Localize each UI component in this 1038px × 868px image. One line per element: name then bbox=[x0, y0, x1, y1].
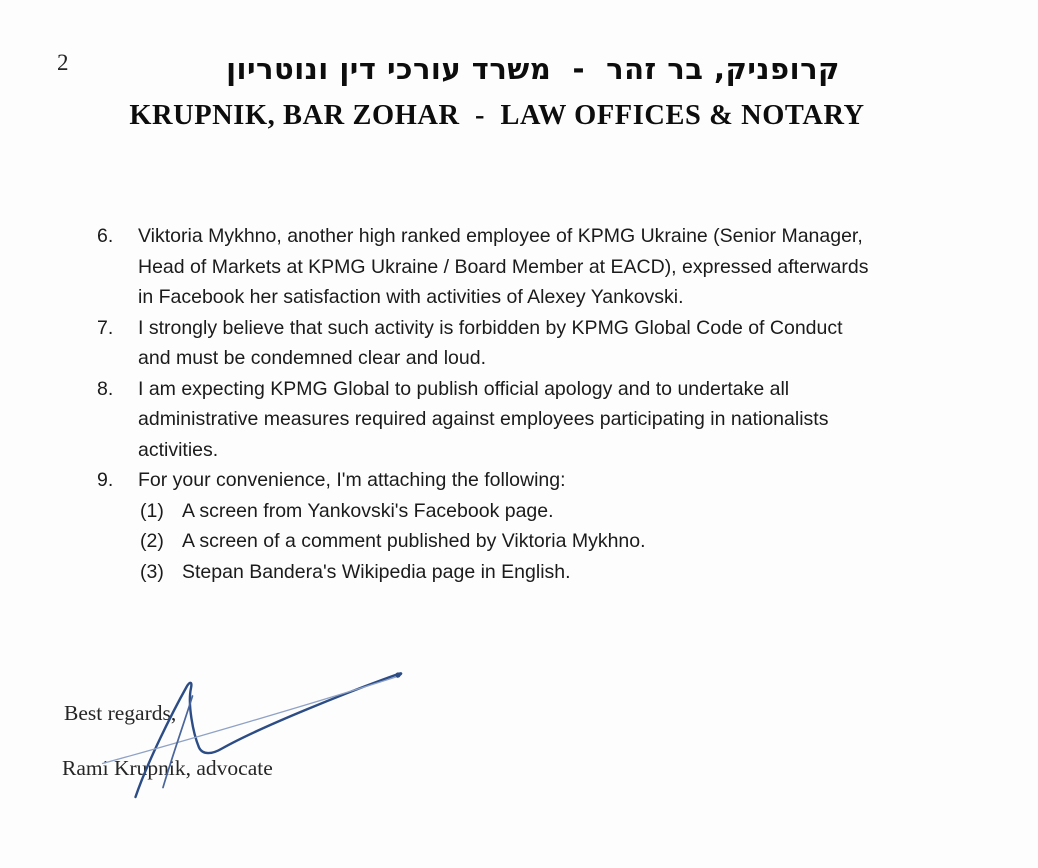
subitem bbox=[140, 557, 646, 588]
item-number: 9. bbox=[97, 469, 114, 492]
item-line: I strongly believe that such activity is forbidden by KPMG Global Code of Conduct bbox=[138, 316, 843, 339]
item-number: 6. bbox=[97, 225, 114, 247]
subitem-text: A screen from Yankovski's Facebook page. bbox=[182, 499, 554, 522]
list-item bbox=[97, 465, 977, 587]
list-item bbox=[97, 313, 977, 374]
subitem-text: Stepan Bandera's Wikipedia page in English. bbox=[182, 561, 571, 584]
item-line: Head of Markets at KPMG Ukraine / Board Member at EACD), expressed afterwards bbox=[138, 255, 869, 278]
pen-stroke-main bbox=[136, 673, 402, 797]
item-line: activities. bbox=[138, 438, 219, 461]
item-content bbox=[138, 465, 646, 587]
item-line: and must be condemned clear and loud. bbox=[138, 347, 486, 370]
item-line: For your convenience, I'm attaching the following: bbox=[138, 469, 566, 492]
item-line: in Facebook her satisfaction with activities of Alexey Yankovski. bbox=[138, 286, 684, 309]
item-content bbox=[138, 221, 868, 313]
item-number: 8. bbox=[97, 377, 114, 400]
signatory-name: Rami Krupnik, advocate bbox=[62, 756, 273, 780]
numbered-list bbox=[97, 221, 977, 588]
page-number: 2 bbox=[57, 50, 69, 75]
item-line: I am expecting KPMG Global to publish official apology and to undertake all bbox=[138, 377, 790, 400]
subitem bbox=[140, 496, 646, 527]
item-number: 7. bbox=[97, 316, 114, 339]
pen-tip-blot bbox=[395, 672, 400, 677]
subitem-number: (2) bbox=[140, 530, 164, 553]
subitem-text: A screen of a comment published by Viktoria Mykhno. bbox=[182, 530, 646, 553]
list-item bbox=[97, 221, 977, 313]
letterhead-hebrew: קרופניק, בר זהר - משרד עורכי דין ונוטריון bbox=[226, 52, 840, 86]
closing-text: Best regards, bbox=[64, 701, 177, 725]
pen-stroke-parallel bbox=[163, 696, 193, 788]
signature-ink bbox=[85, 655, 415, 810]
item-line: administrative measures required against employees participating in nationalists bbox=[138, 408, 829, 431]
item-line: Viktoria Mykhno, another high ranked employee of KPMG Ukraine (Senior Manager, bbox=[138, 225, 863, 247]
list-item bbox=[97, 374, 977, 466]
subitem bbox=[140, 526, 646, 557]
item-content bbox=[138, 374, 828, 466]
subitem-number: (3) bbox=[140, 561, 164, 584]
subitem-number: (1) bbox=[140, 499, 164, 522]
item-content bbox=[138, 313, 843, 374]
letterhead-english: KRUPNIK, BAR ZOHAR - LAW OFFICES & NOTARY bbox=[129, 99, 865, 131]
